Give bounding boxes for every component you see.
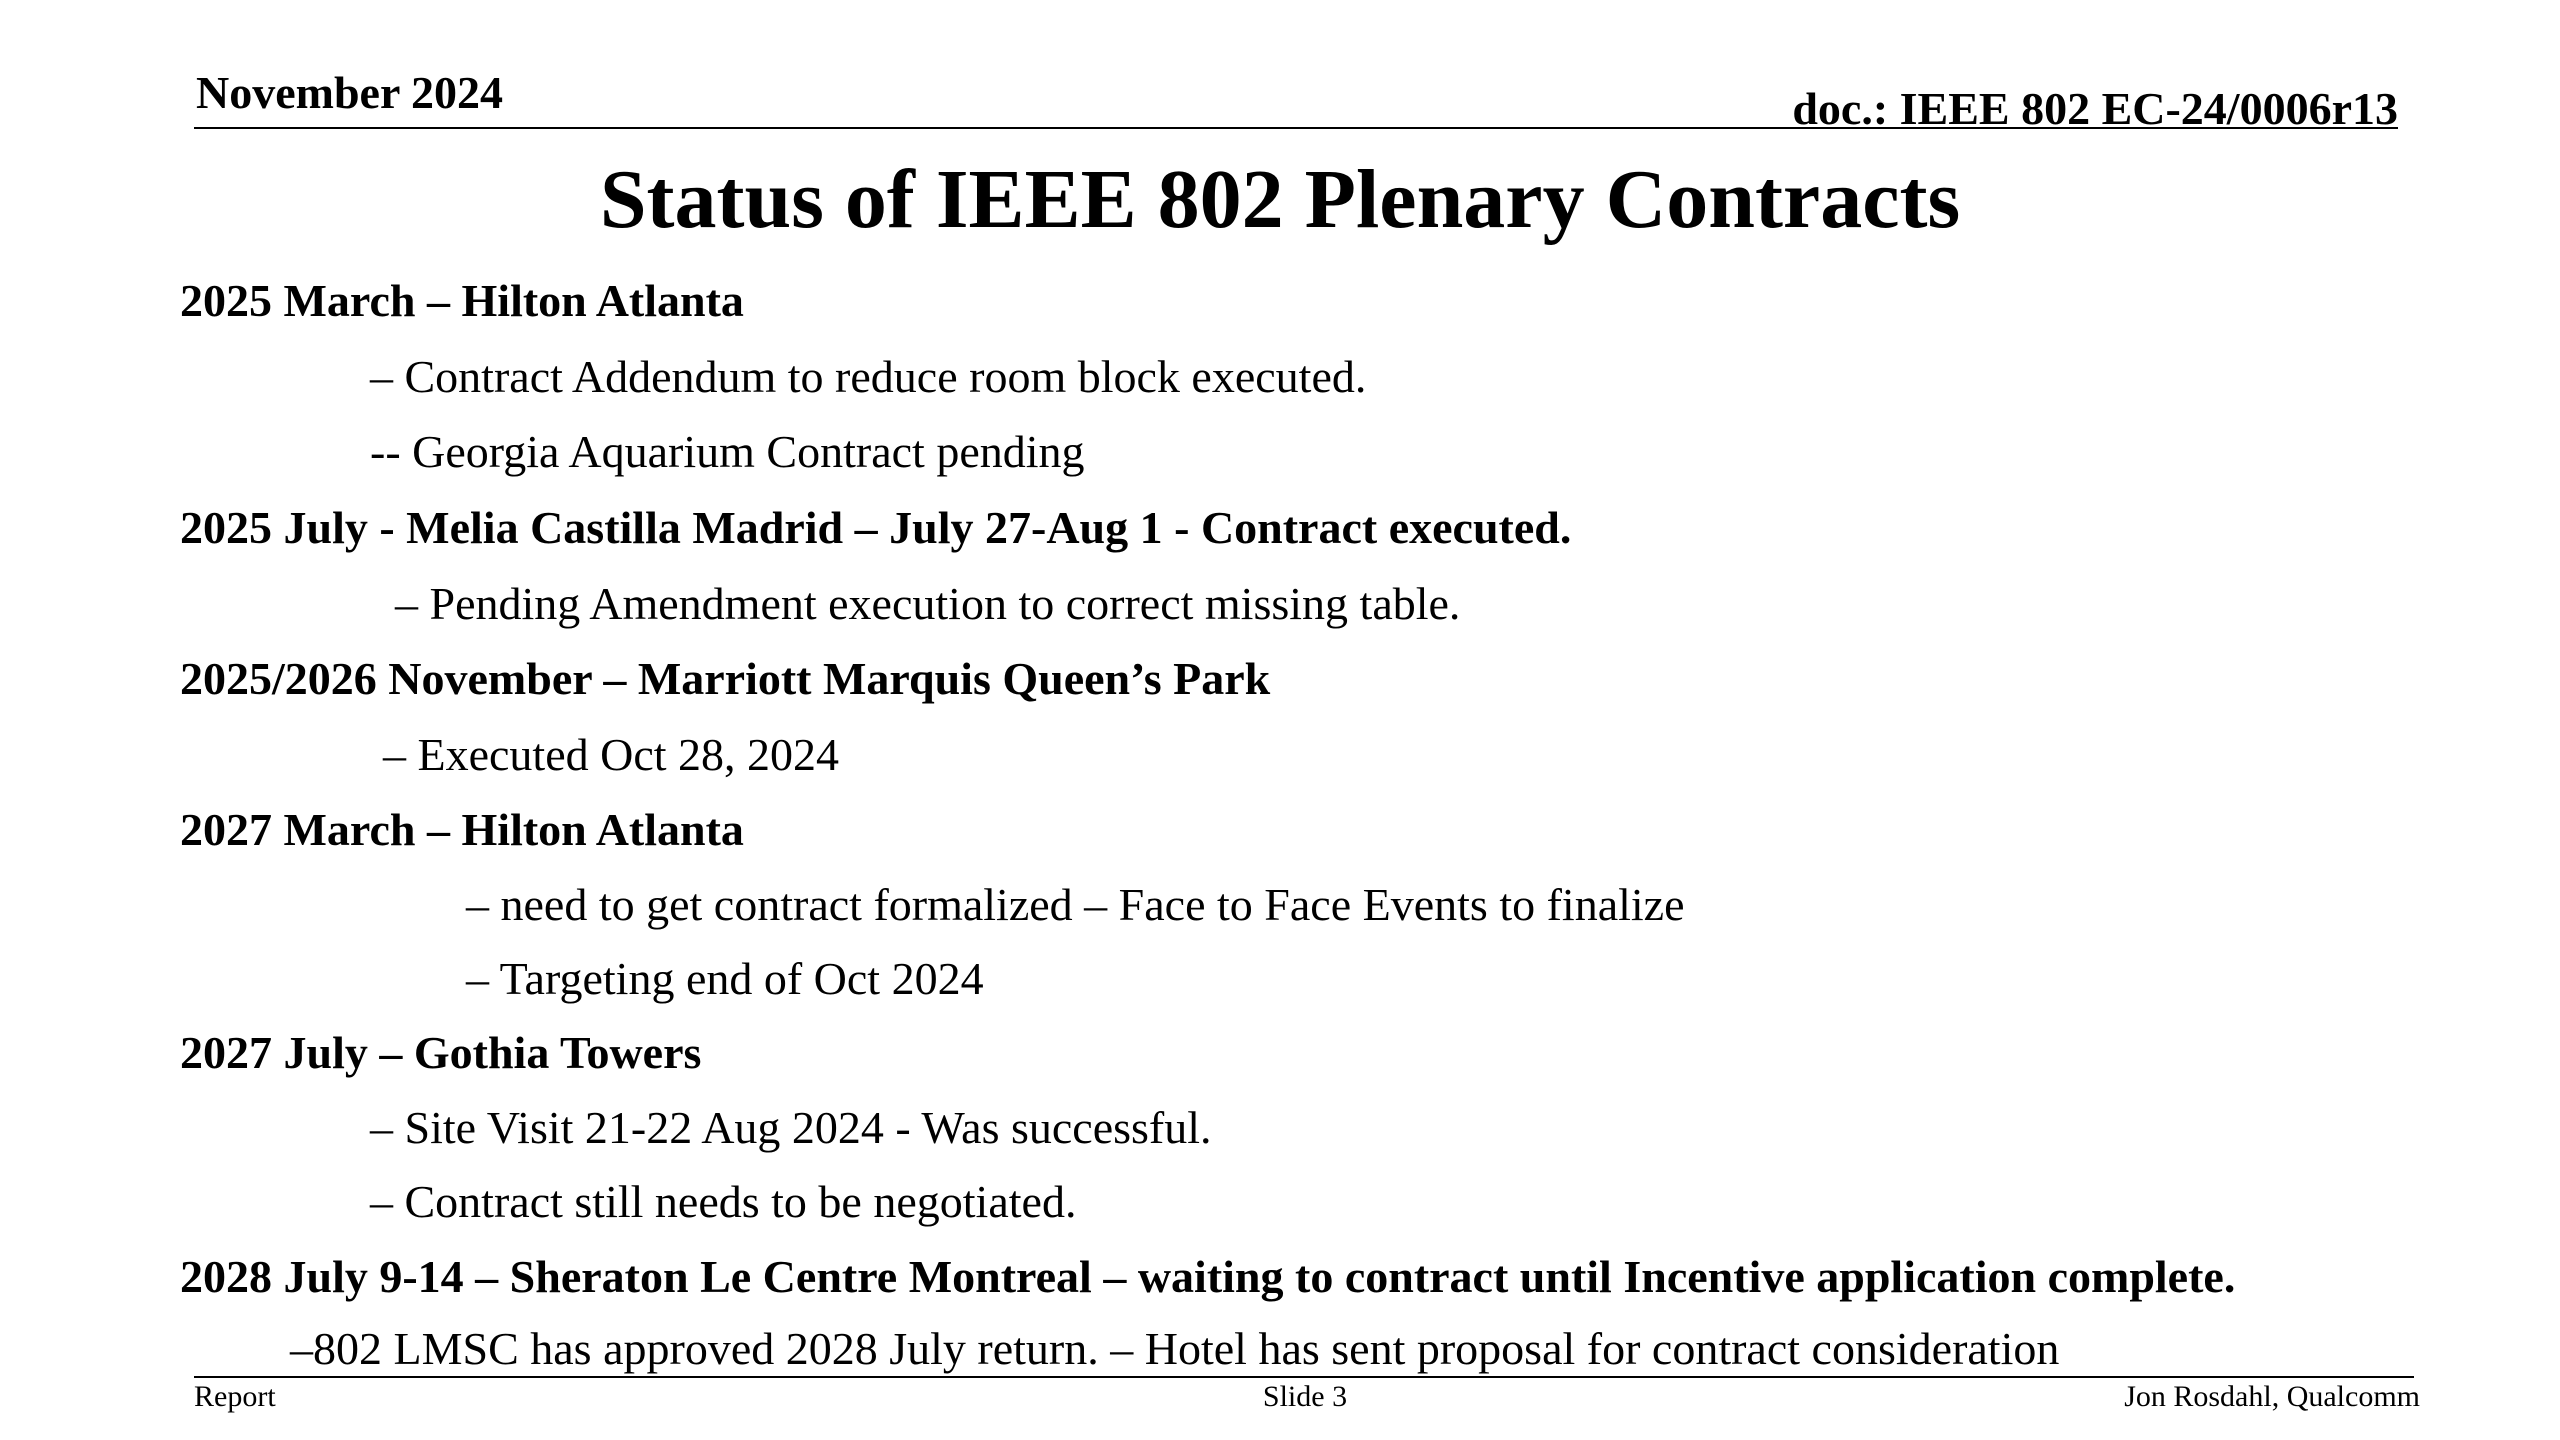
- header-doc-id: doc.: IEEE 802 EC-24/0006r13: [1792, 83, 2398, 134]
- item-heading-2028-july: 2028 July 9-14 – Sheraton Le Centre Montreal – waiting to contract until Incentive application complete.: [180, 1251, 2236, 1302]
- item-detail: – Site Visit 21-22 Aug 2024 - Was successful.: [370, 1102, 1212, 1153]
- item-heading-2025-2026-november: 2025/2026 November – Marriott Marquis Queen’s Park: [180, 653, 1271, 704]
- item-detail: -- Georgia Aquarium Contract pending: [370, 426, 1085, 477]
- item-detail: – Pending Amendment execution to correct missing table.: [395, 578, 1461, 629]
- footer-left: Report: [194, 1380, 276, 1413]
- item-detail: – Targeting end of Oct 2024: [466, 953, 984, 1004]
- item-detail: – need to get contract formalized – Face to Face Events to finalize: [466, 879, 1685, 930]
- item-detail: – Executed Oct 28, 2024: [383, 729, 840, 780]
- footer-slide-number: Slide 3: [1262, 1380, 1348, 1413]
- item-heading-2027-march: 2027 March – Hilton Atlanta: [180, 804, 744, 855]
- item-detail: – Contract still needs to be negotiated.: [370, 1176, 1077, 1227]
- footer-author: Jon Rosdahl, Qualcomm: [2124, 1380, 2420, 1413]
- item-heading-2025-march: 2025 March – Hilton Atlanta: [180, 275, 744, 326]
- item-heading-2027-july: 2027 July – Gothia Towers: [180, 1027, 702, 1078]
- item-detail: –802 LMSC has approved 2028 July return. – Hotel has sent proposal for contract consideration: [290, 1323, 2060, 1374]
- footer-divider: [194, 1376, 2414, 1378]
- item-heading-2025-july: 2025 July - Melia Castilla Madrid – July 27-Aug 1 - Contract executed.: [180, 502, 1572, 553]
- header-date: November 2024: [196, 67, 504, 118]
- item-detail: – Contract Addendum to reduce room block executed.: [370, 351, 1367, 402]
- slide-title: Status of IEEE 802 Plenary Contracts: [599, 153, 1961, 246]
